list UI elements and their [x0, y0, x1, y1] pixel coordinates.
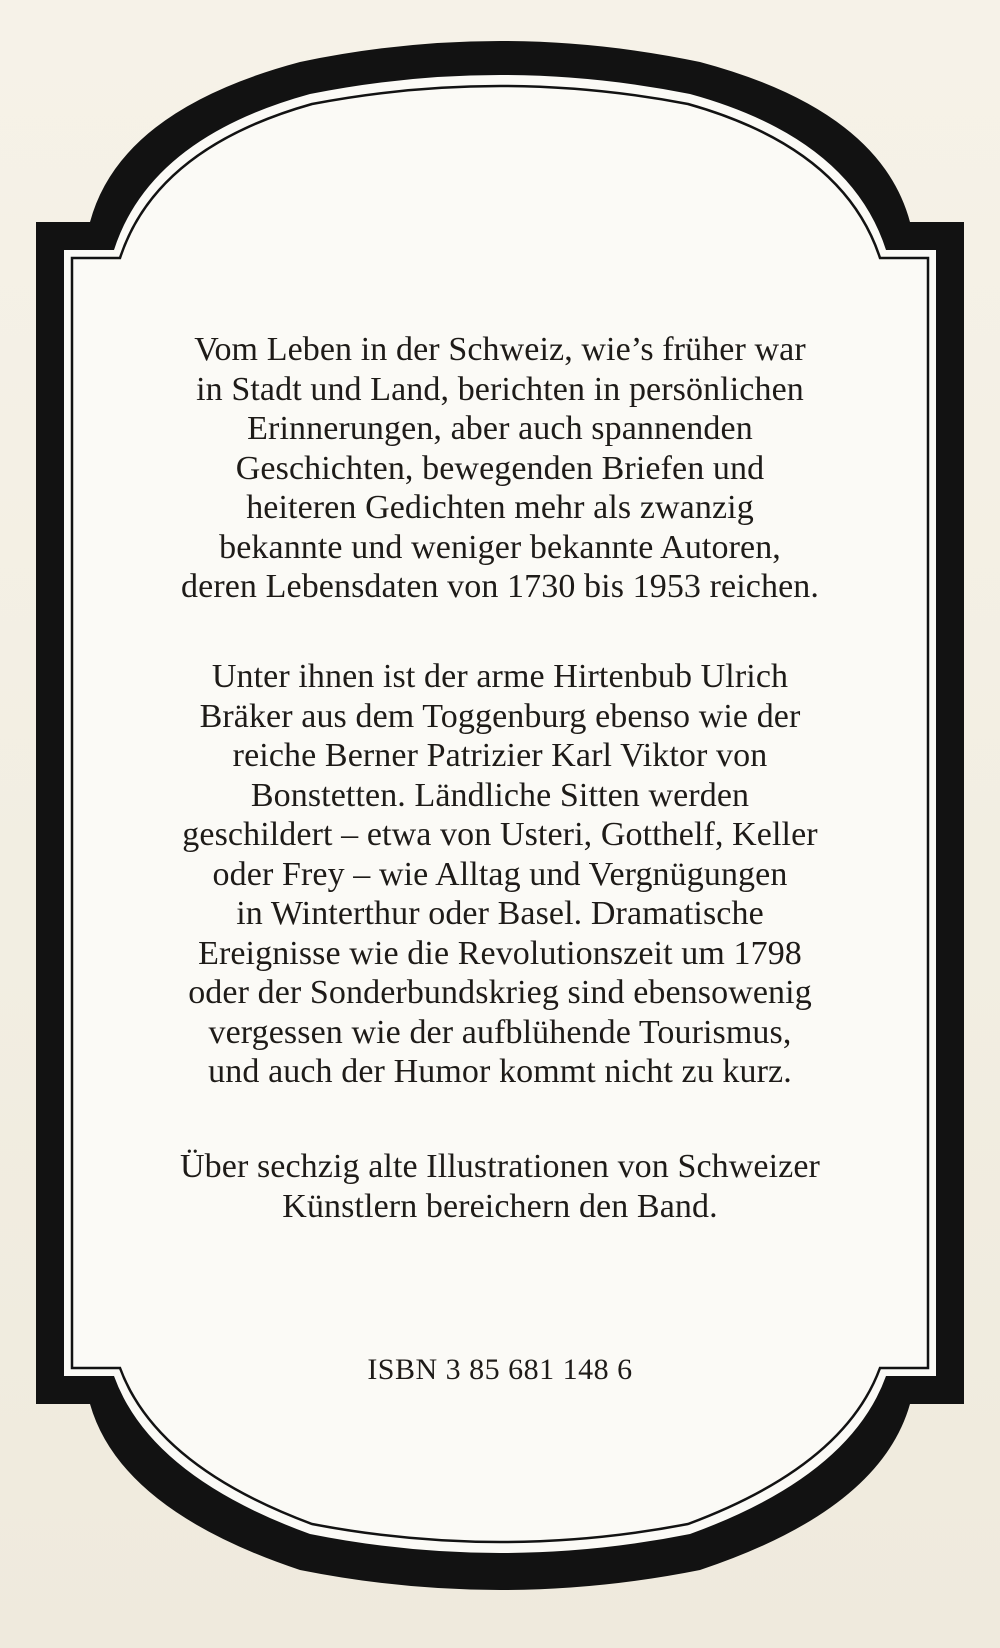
text-line: heiteren Gedichten mehr als zwanzig	[246, 489, 754, 526]
text-line: Bräker aus dem Toggenburg ebenso wie der	[199, 697, 801, 735]
text-line: Erinnerungen, aber auch spannenden	[247, 410, 753, 447]
text-line: vergessen wie der aufblühende Tourismus,	[208, 1013, 792, 1051]
description-paragraph-2	[110, 657, 890, 1092]
text-line: und auch der Humor kommt nicht zu kurz.	[208, 1053, 792, 1090]
description-paragraph-1	[110, 330, 890, 607]
text-line: in Stadt und Land, berichten in persönlichen	[196, 370, 804, 408]
text-line: oder Frey – wie Alltag und Vergnügungen	[212, 855, 788, 893]
text-line: Ereignisse wie die Revolutionszeit um 1798	[198, 934, 802, 972]
text-line: oder der Sonderbundskrieg sind ebensowenig	[188, 974, 812, 1011]
text-line: deren Lebensdaten von 1730 bis 1953 reichen.	[181, 568, 819, 605]
text-line: geschildert – etwa von Usteri, Gotthelf, Keller	[182, 816, 818, 853]
text-line: reiche Berner Patrizier Karl Viktor von	[232, 737, 768, 774]
text-line: Über sechzig alte Illustrationen von Schweizer	[180, 1148, 820, 1185]
text-line: bekannte und weniger bekannte Autoren,	[219, 528, 781, 566]
description-paragraph-3	[110, 1147, 890, 1226]
text-line: Bonstetten. Ländliche Sitten werden	[250, 776, 750, 814]
isbn-number: ISBN 3 85 681 148 6	[367, 1353, 633, 1386]
text-line: Geschichten, bewegenden Briefen und	[235, 449, 765, 487]
text-line: Unter ihnen ist der arme Hirtenbub Ulrich	[211, 658, 789, 695]
text-line: in Winterthur oder Basel. Dramatische	[236, 895, 764, 932]
text-line: Vom Leben in der Schweiz, wie’s früher war	[194, 331, 806, 368]
text-line: Künstlern bereichern den Band.	[282, 1187, 718, 1225]
